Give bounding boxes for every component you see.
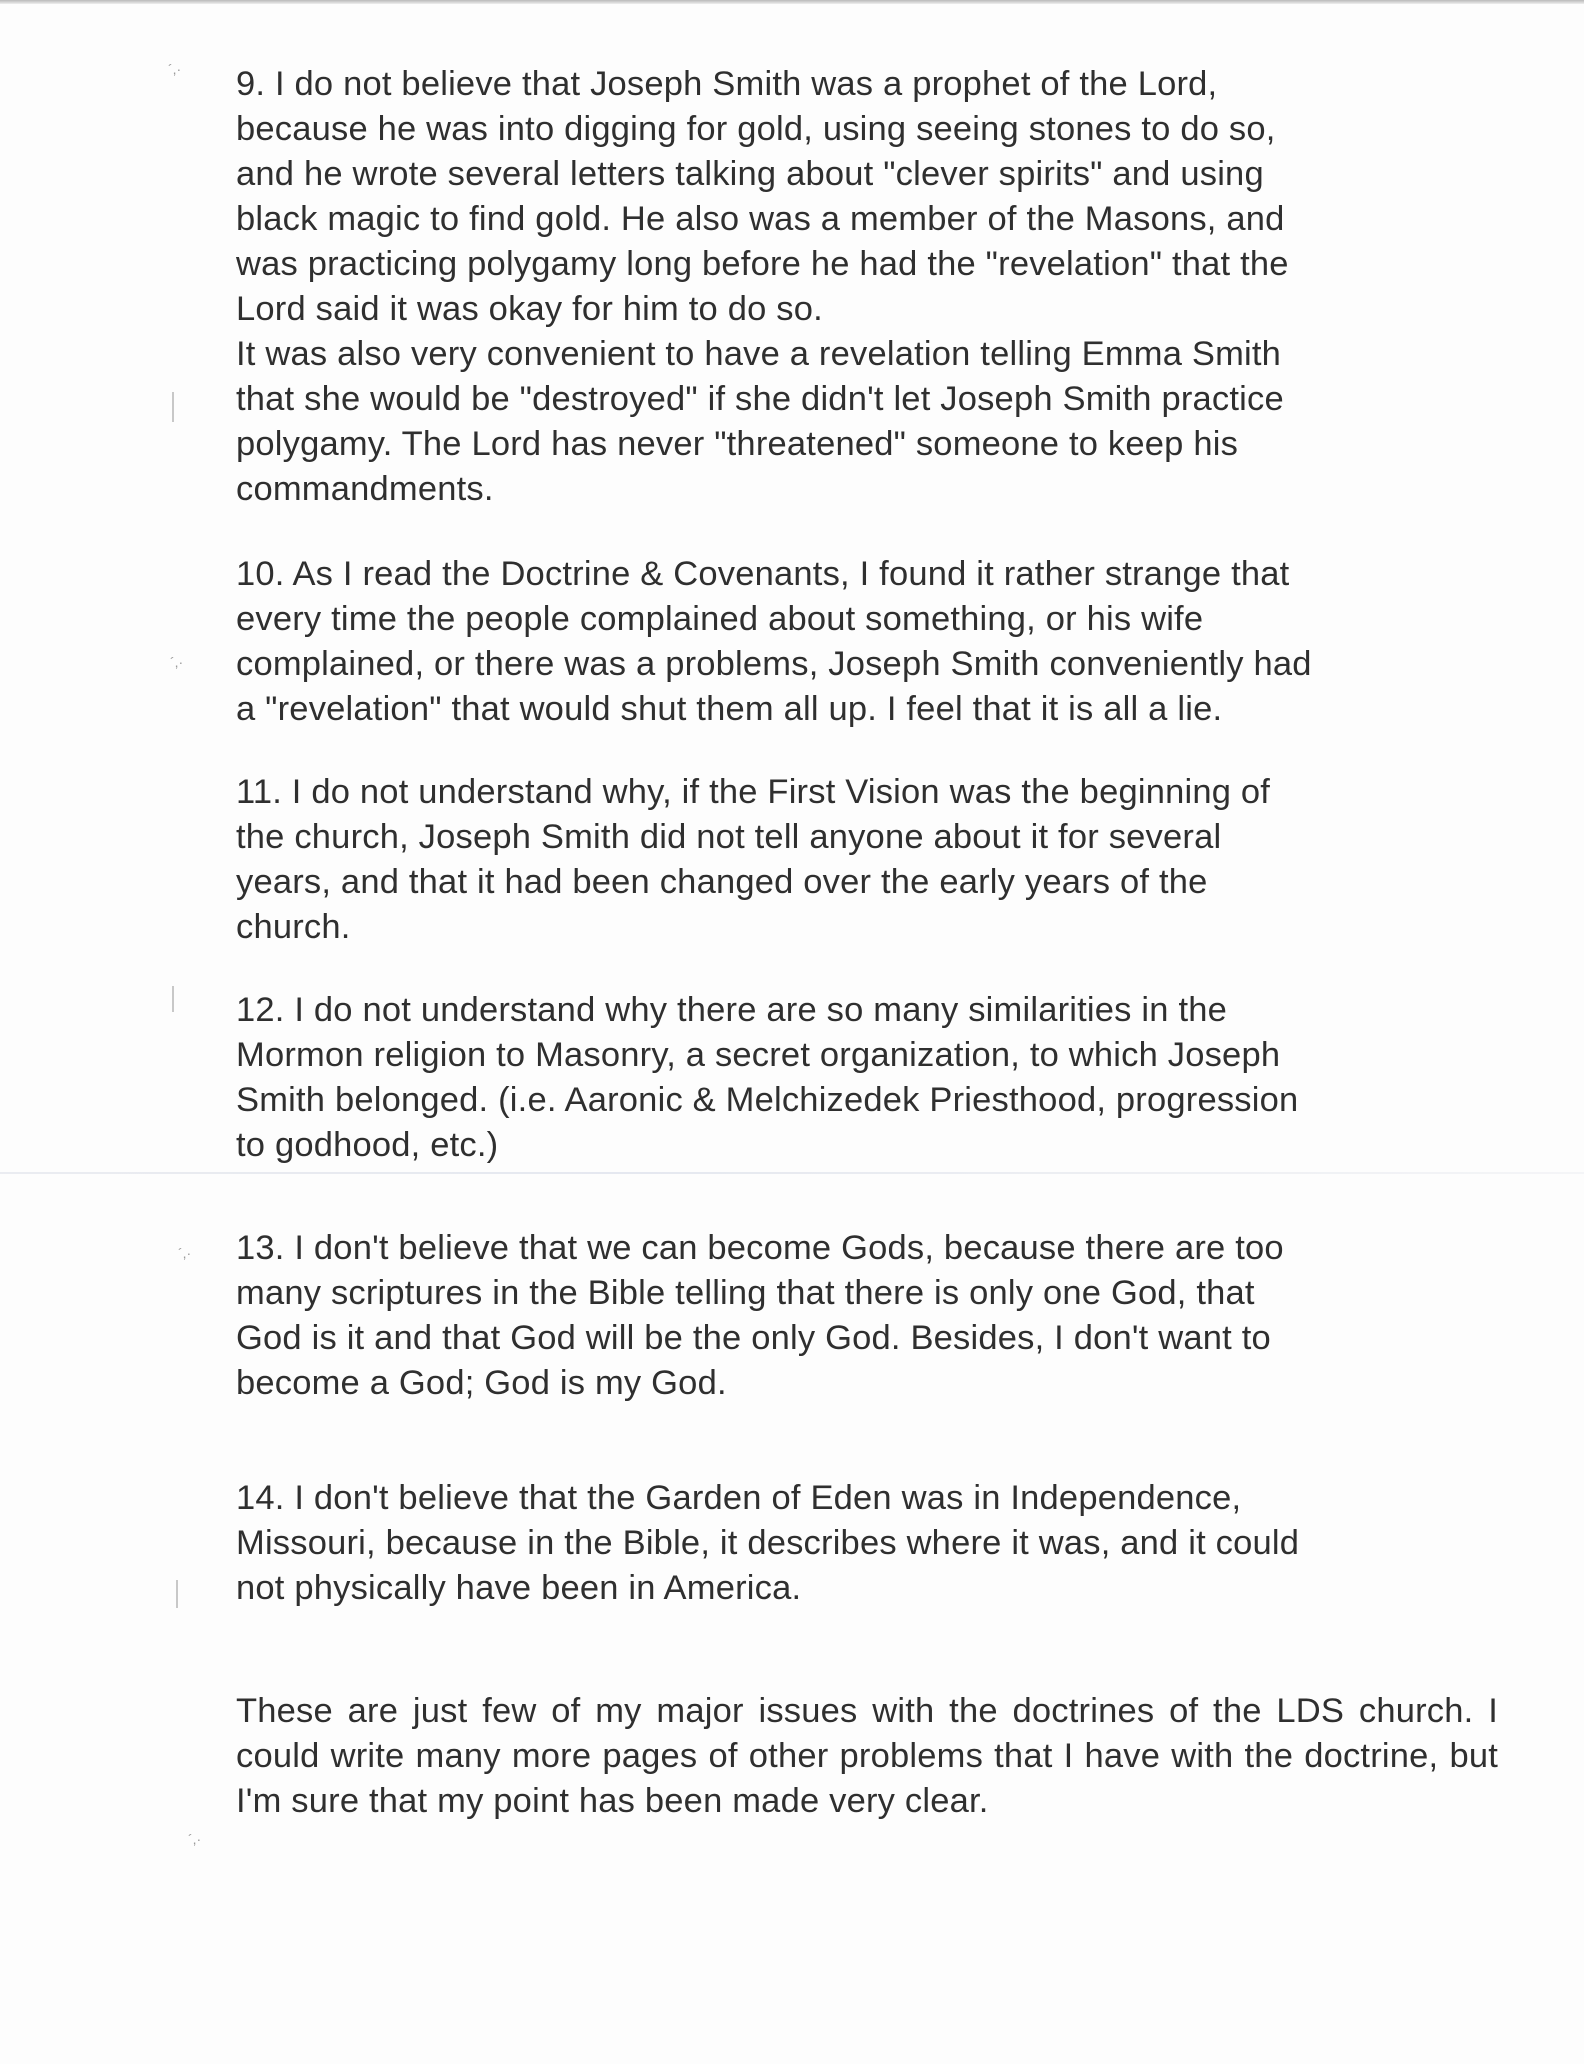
speck-mark: ´,·: [188, 1831, 202, 1847]
speck-mark: ´,·: [178, 1245, 192, 1261]
letter-body: [236, 62, 1498, 1824]
speck-mark: ´,·: [170, 654, 184, 670]
paragraph-11: 11. I do not understand why, if the First Vision was the beginning of the church, Joseph Smith did not tell anyone about it for several years, and that it had been changed over the early years of the church.: [236, 773, 1271, 946]
closing-paragraph: These are just few of my major issues with the doctrines of the LDS church. I could write many more pages of other problems that I have with the doctrine, but I'm sure that my point has been made very clear.: [236, 1692, 1498, 1820]
paragraph-12: 12. I do not understand why there are so many similarities in the Mormon religion to Masonry, a secret organization, to which Joseph Smith belonged. (i.e. Aaronic & Melchizedek Priesthood, progression to godhood, etc.): [236, 991, 1299, 1164]
paragraph-10: 10. As I read the Doctrine & Covenants, I found it rather strange that every time the people complained about something, or his wife complained, or there was a problems, Joseph Smith conveniently had a "revelation" that would shut them all up. I feel that it is all a lie.: [236, 555, 1312, 728]
margin-mark: [176, 1580, 178, 1608]
margin-mark: [172, 392, 174, 422]
speck-mark: ´,·: [168, 61, 182, 77]
margin-mark: [172, 986, 174, 1012]
paragraph-13: 13. I don't believe that we can become Gods, because there are too many scriptures in the Bible telling that there is only one God, that God is it and that God will be the only God. Besides, I don't want to become a God; God is my God.: [236, 1229, 1284, 1402]
page-top-edge: [0, 0, 1584, 4]
paragraph-14: 14. I don't believe that the Garden of Eden was in Independence, Missouri, because in the Bible, it describes where it was, and it could not physically have been in America.: [236, 1479, 1300, 1607]
paragraph-9: 9. I do not believe that Joseph Smith was a prophet of the Lord, because he was into digging for gold, using seeing stones to do so, and he wrote several letters talking about "clever spirits" and using black magic to find gold. He also was a member of the Masons, and was practicing polygamy long before he had the "revelation" that the Lord said it was okay for him to do so. It was also very convenient to have a revelation telling Emma Smith that she would be "destroyed" if she didn't let Joseph Smith practice polygamy. The Lord has never "threatened" someone to keep his commandments.: [236, 65, 1289, 508]
